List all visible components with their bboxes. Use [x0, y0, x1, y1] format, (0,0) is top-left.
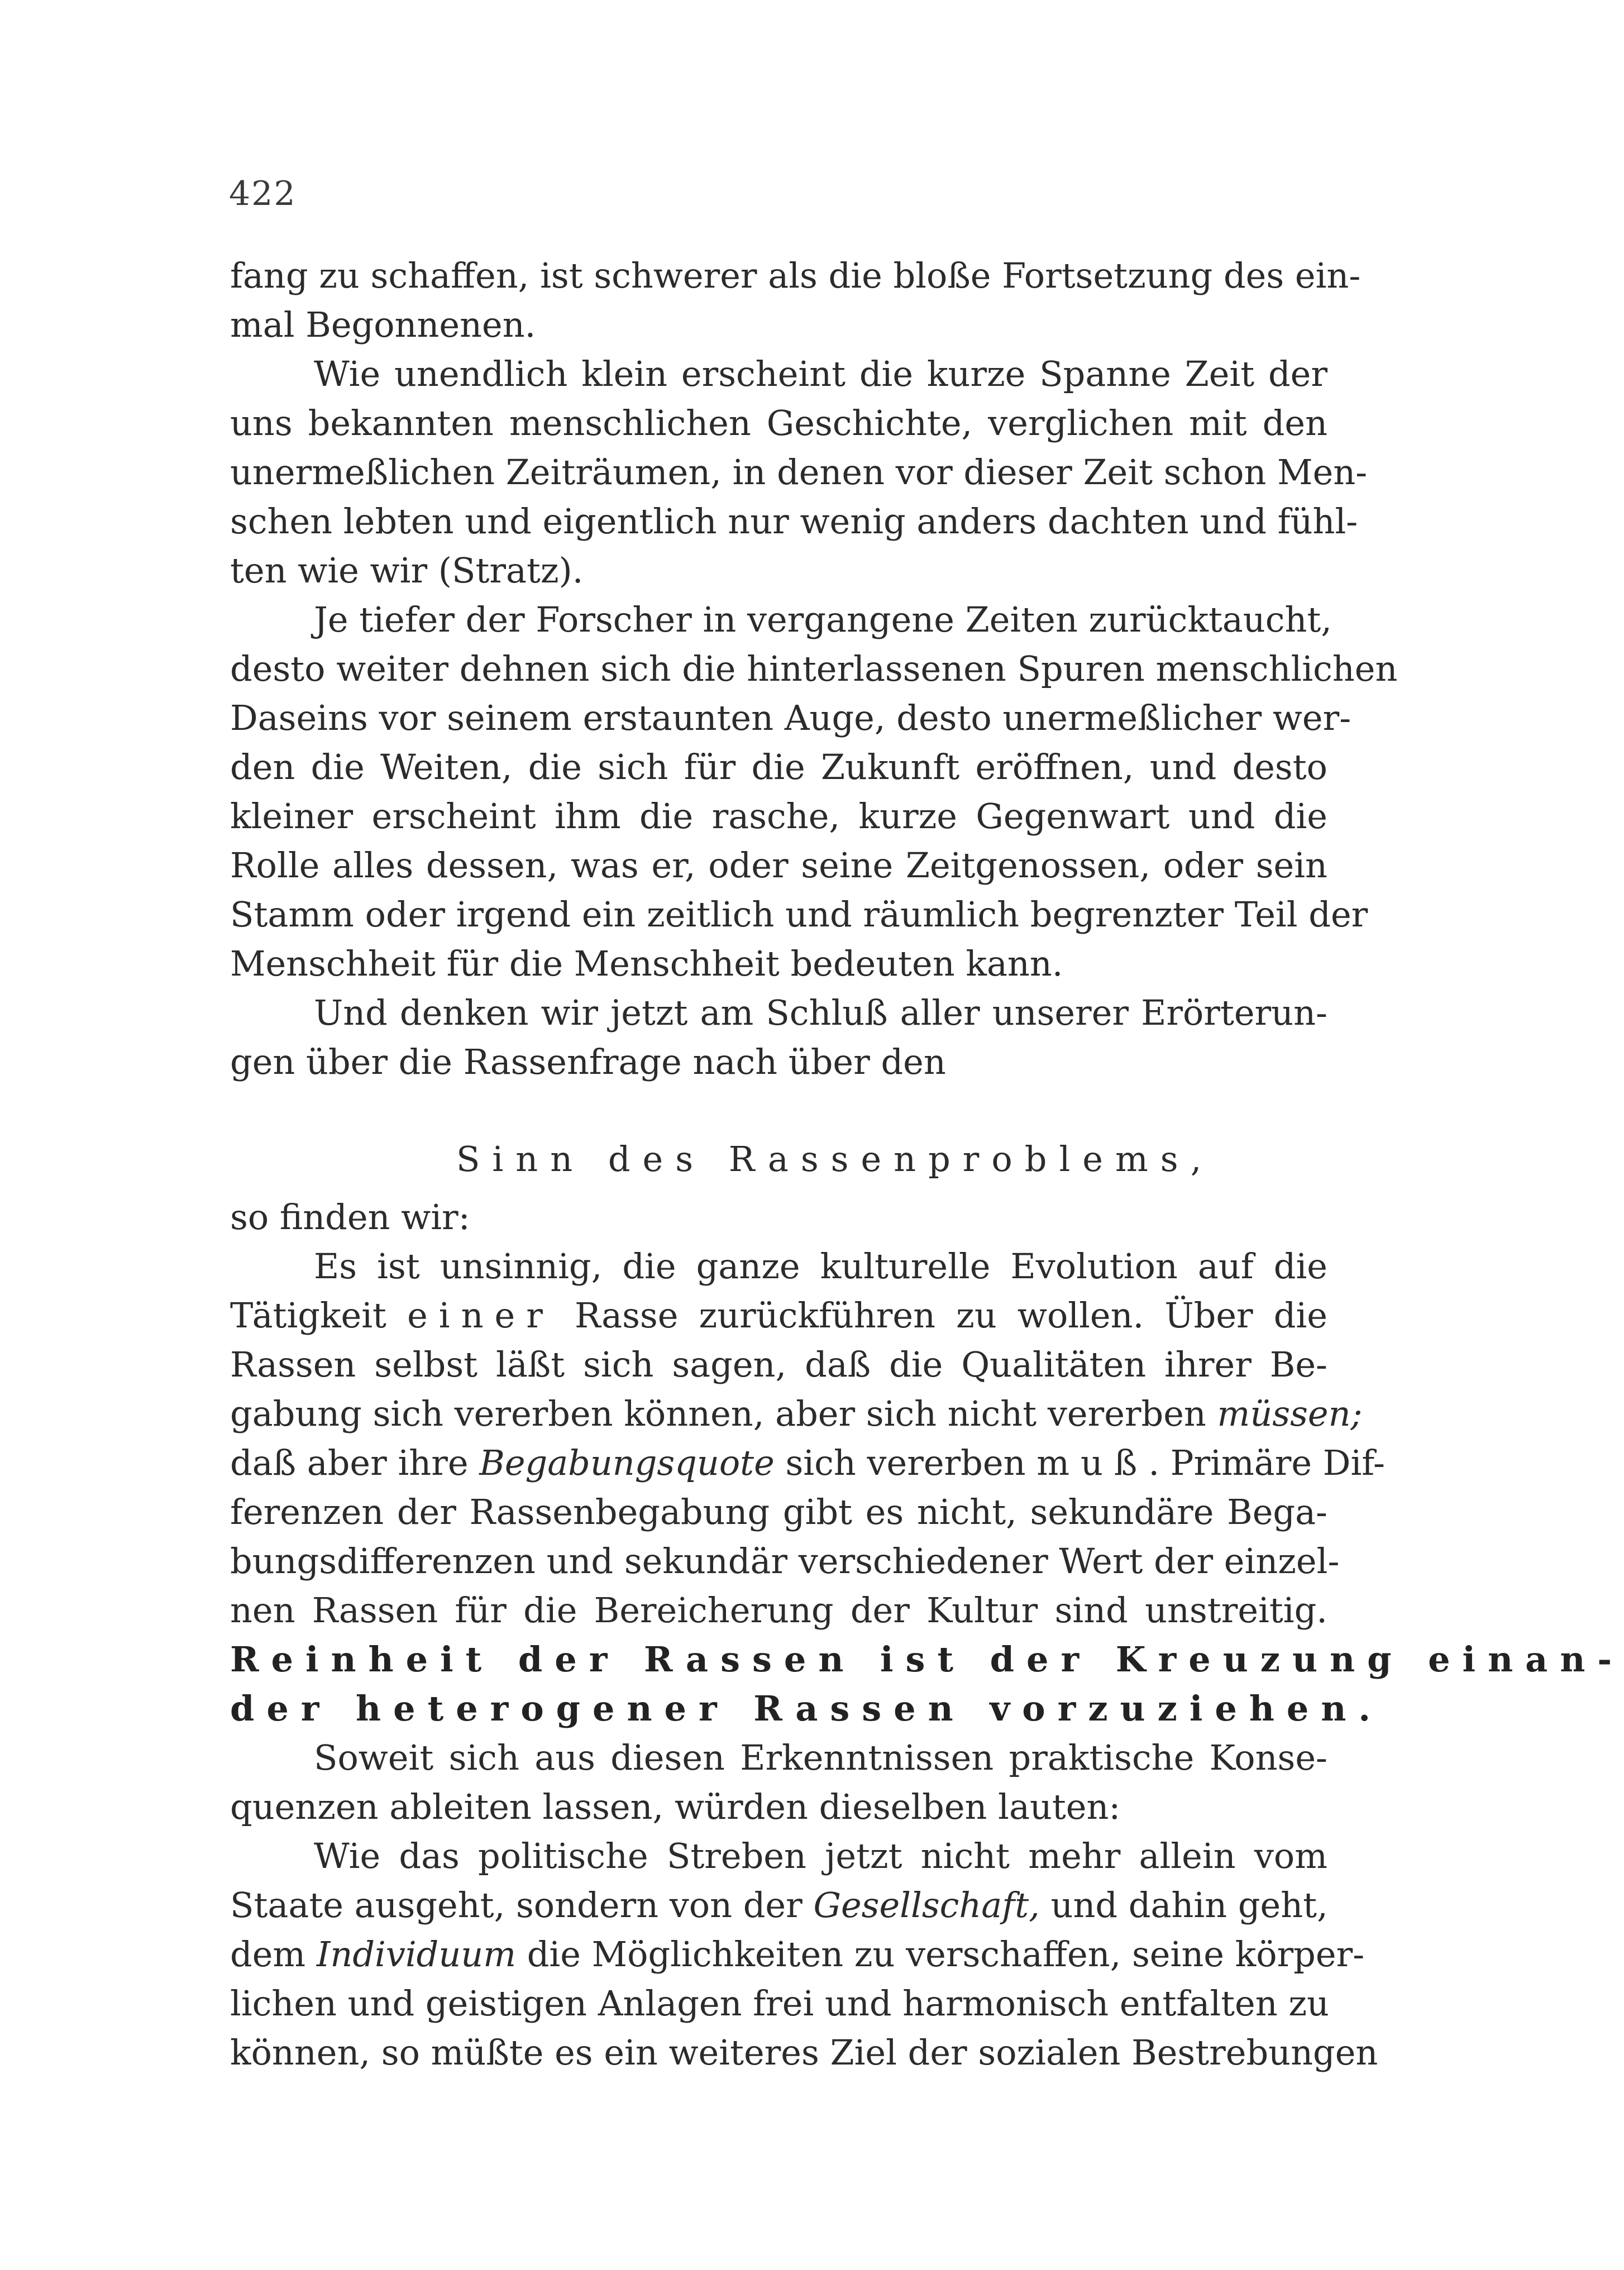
text-line: Rolle alles dessen, was er, oder seine Zeitgenossen, oder sein [230, 845, 1327, 886]
text-line: Stamm oder irgend ein zeitlich und räumlich begrenzter Teil der [230, 894, 1368, 935]
emphasized-text: müssen; [1217, 1393, 1363, 1434]
body-text [230, 251, 1624, 2077]
text-line: Daseins vor seinem erstaunten Auge, desto unermeßlicher wer- [230, 697, 1351, 738]
emphasized-text: muß [1037, 1442, 1149, 1483]
text-line: Soweit sich aus diesen Erkenntnissen praktische Konse- [314, 1737, 1327, 1778]
text-line: Und denken wir jetzt am Schluß aller unserer Erörterun- [314, 992, 1327, 1033]
page-number: 422 [229, 174, 297, 213]
emphasized-text: Begabungsquote [479, 1442, 775, 1483]
section-heading: Sinn des Rassenproblems, [456, 1139, 1214, 1179]
text-span: Staate ausgeht, sondern von der [230, 1885, 814, 1925]
text-line: ferenzen der Rassenbegabung gibt es nicht, sekundäre Bega- [230, 1492, 1327, 1532]
text-line [230, 1881, 1327, 1930]
text-line: Je tiefer der Forscher in vergangene Zeiten zurücktaucht, [314, 599, 1332, 640]
text-line: nen Rassen für die Bereicherung der Kultur sind unstreitig. [230, 1590, 1327, 1631]
text-line: Menschheit für die Menschheit bedeuten kann. [230, 943, 1063, 984]
text-line: können, so müßte es ein weiteres Ziel der sozialen Bestrebungen [230, 2032, 1378, 2073]
emphasized-text: der heterogener Rassen vorzuziehen. [230, 1688, 1383, 1729]
text-line: fang zu schaffen, ist schwerer als die bloße Fortsetzung des ein- [230, 255, 1361, 296]
text-span: Tätigkeit [230, 1295, 408, 1336]
text-span: und dahin geht, [1039, 1885, 1328, 1925]
text-line: desto weiter dehnen sich die hinterlassenen Spuren menschlichen [230, 648, 1398, 689]
text-line [230, 1684, 1383, 1733]
emphasized-text: Reinheit der Rassen ist der Kreuzung einan- [230, 1639, 1624, 1680]
emphasized-text: einer [407, 1295, 554, 1336]
text-line: gen über die Rassenfrage nach über den [230, 1041, 946, 1082]
text-line: Wie das politische Streben jetzt nicht mehr allein vom [314, 1836, 1327, 1876]
text-line: schen lebten und eigentlich nur wenig anders dachten und fühl- [230, 501, 1358, 542]
text-line: ten wie wir (Stratz). [230, 550, 584, 591]
text-line: Wie unendlich klein erscheint die kurze Spanne Zeit der [314, 353, 1327, 394]
text-line: unermeßlichen Zeiträumen, in denen vor dieser Zeit schon Men- [230, 452, 1368, 493]
text-line: kleiner erscheint ihm die rasche, kurze Gegenwart und die [230, 796, 1327, 837]
text-span: die Möglichkeiten zu verschaffen, seine körper- [516, 1934, 1365, 1975]
text-span: gabung sich vererben können, aber sich nicht vererben [230, 1393, 1217, 1434]
text-line: mal Begonnenen. [230, 304, 536, 345]
emphasized-text: Individuum [316, 1934, 517, 1975]
text-line [230, 1389, 1363, 1439]
text-line: quenzen ableiten lassen, würden dieselben lauten: [230, 1786, 1121, 1827]
text-line: lichen und geistigen Anlagen frei und harmonisch entfalten zu [230, 1983, 1329, 2024]
text-span: . Primäre Dif- [1148, 1442, 1385, 1483]
text-line: Rassen selbst läßt sich sagen, daß die Qualitäten ihrer Be- [230, 1344, 1327, 1385]
text-line [230, 1291, 1327, 1340]
text-span: daß aber ihre [230, 1442, 480, 1483]
text-span: Rasse zurückführen zu wollen. Über die [553, 1295, 1327, 1336]
text-line: uns bekannten menschlichen Geschichte, verglichen mit den [230, 403, 1327, 443]
emphasized-text: Gesellschaft, [813, 1885, 1040, 1925]
text-span: sich vererben [774, 1442, 1037, 1483]
paragraphs-after-heading [230, 1193, 1624, 2077]
paragraphs-before-heading [230, 251, 1398, 1087]
text-line [230, 1635, 1624, 1684]
text-span: dem [230, 1934, 317, 1975]
text-line [230, 1439, 1385, 1488]
text-line: so finden wir: [230, 1197, 470, 1237]
text-line: bungsdifferenzen und sekundär verschiedener Wert der einzel- [230, 1541, 1340, 1581]
text-line: Es ist unsinnig, die ganze kulturelle Evolution auf die [314, 1246, 1327, 1287]
text-line: den die Weiten, die sich für die Zukunft eröffnen, und desto [230, 747, 1327, 787]
text-line [230, 1930, 1365, 1979]
